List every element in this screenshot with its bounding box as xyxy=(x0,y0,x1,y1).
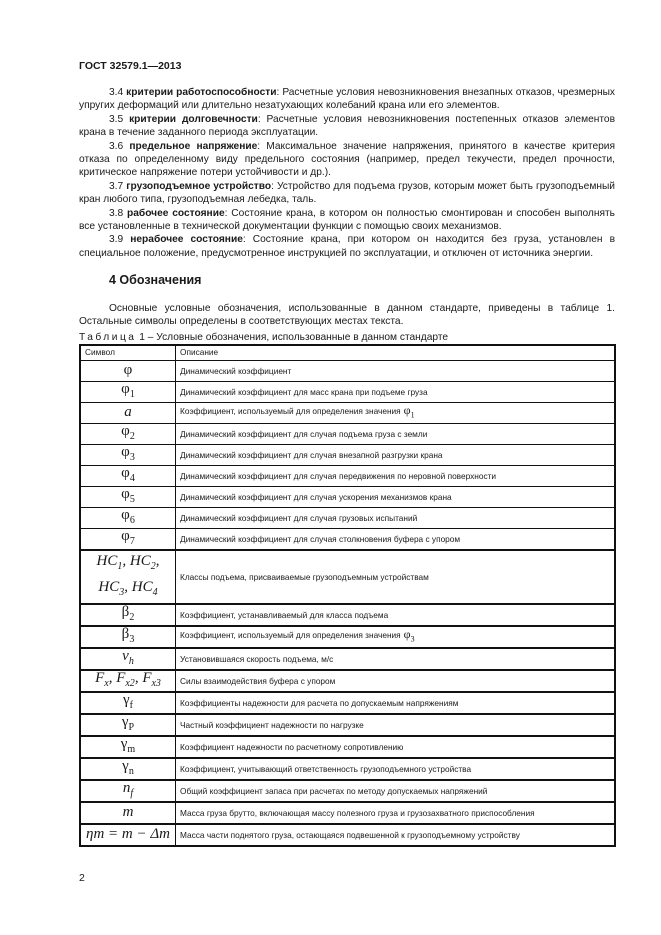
description-text: Общий коэффициент запаса при расчетах по методу допускаемых напряжений xyxy=(180,785,488,796)
symbol-cell xyxy=(80,423,176,444)
table-row xyxy=(80,780,615,802)
symbol-base: φ xyxy=(121,464,130,481)
table-row xyxy=(80,507,615,528)
symbol-subscript: 2 xyxy=(129,611,135,623)
symbol-base: γ xyxy=(122,757,129,774)
symbol-base: φ xyxy=(121,443,130,460)
document-header: ГОСТ 32579.1—2013 xyxy=(79,60,182,72)
inline-symbol xyxy=(401,627,415,644)
symbol-cell xyxy=(80,444,176,465)
symbol-base: , HC xyxy=(124,578,153,595)
definition-term: грузоподъемное устройство xyxy=(126,180,272,192)
description-text: Динамический коэффициент для случая передвижения по неровной поверхности xyxy=(180,470,497,481)
description-cell xyxy=(176,648,616,670)
symbol-cell xyxy=(80,604,176,626)
page-body xyxy=(79,86,615,847)
definition-number: 3.5 xyxy=(109,113,124,125)
description-text: Коэффициент, используемый для определения значения xyxy=(180,406,401,417)
description-cell xyxy=(176,780,616,802)
description-cell xyxy=(176,802,616,824)
table-caption xyxy=(79,331,615,344)
definitions xyxy=(79,86,615,260)
symbol-cell xyxy=(80,780,176,802)
description-text: Динамический коэффициент для случая внезапной разгрузки крана xyxy=(180,449,443,460)
inline-symbol-base: φ xyxy=(403,403,411,418)
table-row xyxy=(80,824,615,846)
symbol-base: ηm = m − Δm xyxy=(86,826,170,843)
description-cell xyxy=(176,692,616,714)
description-cell xyxy=(176,758,616,780)
symbol-base: m xyxy=(122,804,134,821)
definition-text: : Расчетные условия невозникновения постепенных отказов элементов крана в течение заданного периода эксплуатации. xyxy=(79,113,615,139)
description-text: Масса части поднятого груза, остающаяся подвешенной к грузоподъемному устройству xyxy=(180,829,520,840)
symbol-base: β xyxy=(121,603,130,620)
symbol-subscript: 7 xyxy=(129,535,135,547)
description-cell xyxy=(176,626,616,648)
table-row xyxy=(80,423,615,444)
symbol-subscript: 4 xyxy=(129,472,135,484)
symbol-base: γ xyxy=(123,691,130,708)
symbol-subscript: 3 xyxy=(129,451,135,463)
table-row xyxy=(80,381,615,402)
description-text: Установившаяся скорость подъема, м/с xyxy=(180,653,334,664)
inline-symbol-subscript: 1 xyxy=(410,410,415,420)
description-text: Коэффициент, учитывающий ответственность грузоподъемного устройства xyxy=(180,763,472,774)
definition-number: 3.6 xyxy=(109,140,124,152)
symbol-cell xyxy=(80,736,176,758)
table-row xyxy=(80,360,615,381)
table-row xyxy=(80,736,615,758)
definition-term: нерабочее состояние xyxy=(130,234,243,246)
table-row xyxy=(80,802,615,824)
symbol-cell xyxy=(80,550,176,604)
definition-number: 3.7 xyxy=(109,180,124,192)
description-text: Динамический коэффициент для случая столкновения буфера с упором xyxy=(180,533,461,544)
header-symbol: Символ xyxy=(80,345,176,361)
page-number: 2 xyxy=(79,872,85,884)
inline-symbol-base: φ xyxy=(403,627,411,642)
description-text: Силы взаимодействия буфера с упором xyxy=(180,675,336,686)
table-row xyxy=(80,604,615,626)
description-text: Частный коэффициент надежности по нагрузке xyxy=(180,719,364,730)
description-cell xyxy=(176,444,616,465)
symbol-base: HC xyxy=(96,552,118,569)
table-row xyxy=(80,550,615,604)
symbol-subscript: 2 xyxy=(129,430,135,442)
symbol-subscript: 1 xyxy=(129,388,135,400)
table-row xyxy=(80,714,615,736)
symbol-base: n xyxy=(122,779,131,796)
definition-term: критерии долговечности xyxy=(129,113,258,125)
description-text: Коэффициент, используемый для определения значения xyxy=(180,630,401,641)
symbol-subscript: 1 xyxy=(117,560,123,572)
definition-paragraph xyxy=(79,140,615,180)
description-cell xyxy=(176,507,616,528)
description-text: Динамический коэффициент для случая ускорения механизмов крана xyxy=(180,491,452,502)
description-text: Масса груза брутто, включающая массу полезного груза и грузозахватного приспособления xyxy=(180,807,535,818)
symbol-subscript: f xyxy=(129,699,133,711)
description-cell xyxy=(176,550,616,604)
symbol-cell xyxy=(80,626,176,648)
table-caption-label: Таблица xyxy=(79,331,137,343)
symbol-cell xyxy=(80,692,176,714)
description-cell xyxy=(176,670,616,692)
header-description: Описание xyxy=(176,345,616,361)
symbol-cell xyxy=(80,465,176,486)
symbol-subscript: x2 xyxy=(125,677,135,689)
definition-paragraph xyxy=(79,86,615,113)
symbol-subscript: 3 xyxy=(129,633,135,645)
symbol-subscript: h xyxy=(128,655,134,667)
symbol-cell xyxy=(80,802,176,824)
symbol-cell xyxy=(80,360,176,381)
definition-term: критерии работоспособности xyxy=(126,87,277,98)
definition-paragraph xyxy=(79,180,615,207)
symbol-subscript: 6 xyxy=(129,514,135,526)
inline-symbol-subscript: 3 xyxy=(410,634,415,644)
symbol-base: a xyxy=(124,404,132,421)
symbol-base: φ xyxy=(123,362,133,379)
definition-text: : Расчетные условия невозникновения внезапных отказов, чрезмерных упругих деформаций или длительно незатухающих колебаний крана или его элементов. xyxy=(79,87,615,112)
definition-text: : Максимальное значение напряжения, принятого в качестве критерия отказа по определенному виду предельного состояния (например, предел текучести, предел прочности, критическое напряжение потери устойчивости и др.). xyxy=(79,140,615,179)
description-text: Динамический коэффициент xyxy=(180,365,292,376)
symbol-base: , HC xyxy=(122,552,151,569)
description-cell xyxy=(176,604,616,626)
symbol-subscript: x xyxy=(104,677,109,689)
definition-text: : Устройство для подъема грузов, которым может быть грузоподъемный кран любого типа, грузоподъемная лебедка, таль. xyxy=(79,180,615,206)
symbol-base: γ xyxy=(120,735,128,752)
symbol-cell xyxy=(80,648,176,670)
symbol-subscript: x3 xyxy=(151,677,161,689)
symbol-cell xyxy=(80,824,176,846)
symbol-subscript: P xyxy=(128,721,135,733)
table-header-row xyxy=(80,345,615,361)
symbol-base: γ xyxy=(121,713,129,730)
definition-term: предельное напряжение xyxy=(129,140,258,152)
symbol-subscript: 3 xyxy=(119,586,125,598)
description-cell xyxy=(176,360,616,381)
table-row xyxy=(80,626,615,648)
symbol-cell xyxy=(80,670,176,692)
symbol-cell xyxy=(80,758,176,780)
symbol-base: φ xyxy=(121,485,130,502)
symbol-cell xyxy=(80,402,176,423)
description-text: Коэффициент, устанавливаемый для класса подъема xyxy=(180,609,389,620)
symbol-cell xyxy=(80,528,176,550)
description-text: Динамический коэффициент для масс крана при подъеме груза xyxy=(180,386,428,397)
symbol-cell xyxy=(80,381,176,402)
table-row xyxy=(80,692,615,714)
table-row xyxy=(80,528,615,550)
table-row xyxy=(80,402,615,423)
symbol-base: φ xyxy=(121,527,130,544)
definition-number: 3.9 xyxy=(109,234,124,246)
description-text: Классы подъема, присваиваемые грузоподъемным устройствам xyxy=(180,571,429,582)
description-cell xyxy=(176,736,616,758)
description-cell xyxy=(176,402,616,423)
symbol-base: φ xyxy=(121,380,130,397)
description-cell xyxy=(176,486,616,507)
table-row xyxy=(80,486,615,507)
description-cell xyxy=(176,528,616,550)
inline-symbol xyxy=(401,403,415,420)
symbol-subscript: 4 xyxy=(152,586,158,598)
symbol-subscript: f xyxy=(130,787,134,799)
table-row xyxy=(80,465,615,486)
description-cell xyxy=(176,824,616,846)
definition-number: 3.8 xyxy=(109,207,124,219)
symbol-subscript: 2 xyxy=(150,560,156,572)
symbol-base: , xyxy=(155,552,160,569)
symbol-subscript: 5 xyxy=(129,493,135,505)
description-text: Коэффициенты надежности для расчета по допускаемым напряжениям xyxy=(180,697,459,708)
description-cell xyxy=(176,423,616,444)
symbols-table xyxy=(79,344,616,847)
table-caption-text: 1 – Условные обозначения, использованные в данном стандарте xyxy=(136,331,449,343)
definition-paragraph xyxy=(79,113,615,140)
table-row xyxy=(80,648,615,670)
symbol-base: HC xyxy=(98,578,120,595)
section-intro: Основные условные обозначения, использованные в данном стандарте, приведены в таблице 1. Остальные символы определены в соответствующих местах текста. xyxy=(79,302,615,328)
table-row xyxy=(80,758,615,780)
symbol-base: φ xyxy=(121,422,130,439)
symbol-base: , F xyxy=(108,669,126,686)
symbol-base: φ xyxy=(121,506,130,523)
description-text: Коэффициент надежности по расчетному сопротивлению xyxy=(180,741,404,752)
symbol-subscript: n xyxy=(128,765,134,777)
description-cell xyxy=(176,714,616,736)
symbol-base: F xyxy=(95,669,105,686)
symbol-cell xyxy=(80,486,176,507)
symbol-cell xyxy=(80,507,176,528)
description-text: Динамический коэффициент для случая подъема груза с земли xyxy=(180,428,428,439)
symbol-subscript: m xyxy=(127,743,136,755)
description-cell xyxy=(176,381,616,402)
section-title: 4 Обозначения xyxy=(109,273,202,288)
symbol-cell xyxy=(80,714,176,736)
table-row xyxy=(80,670,615,692)
definition-paragraph xyxy=(79,207,615,234)
description-text: Динамический коэффициент для случая грузовых испытаний xyxy=(180,512,418,523)
table-row xyxy=(80,444,615,465)
definition-text: : Состояние крана, при котором он находится без груза, установлен в специальное положение, предусмотренное инструкцией по эксплуатации, и отключен от источника энергии. xyxy=(79,234,616,259)
definition-text: : Состояние крана, в котором он полностью смонтирован и способен выполнять все установленные в технической документации функции с помощью своих механизмов. xyxy=(79,207,615,233)
symbol-base: v xyxy=(122,647,129,664)
definition-number: 3.4 xyxy=(109,87,124,98)
definition-paragraph xyxy=(79,233,615,260)
symbol-base: , F xyxy=(134,669,152,686)
description-cell xyxy=(176,465,616,486)
symbol-base: β xyxy=(121,625,130,642)
definition-term: рабочее состояние xyxy=(127,207,225,219)
